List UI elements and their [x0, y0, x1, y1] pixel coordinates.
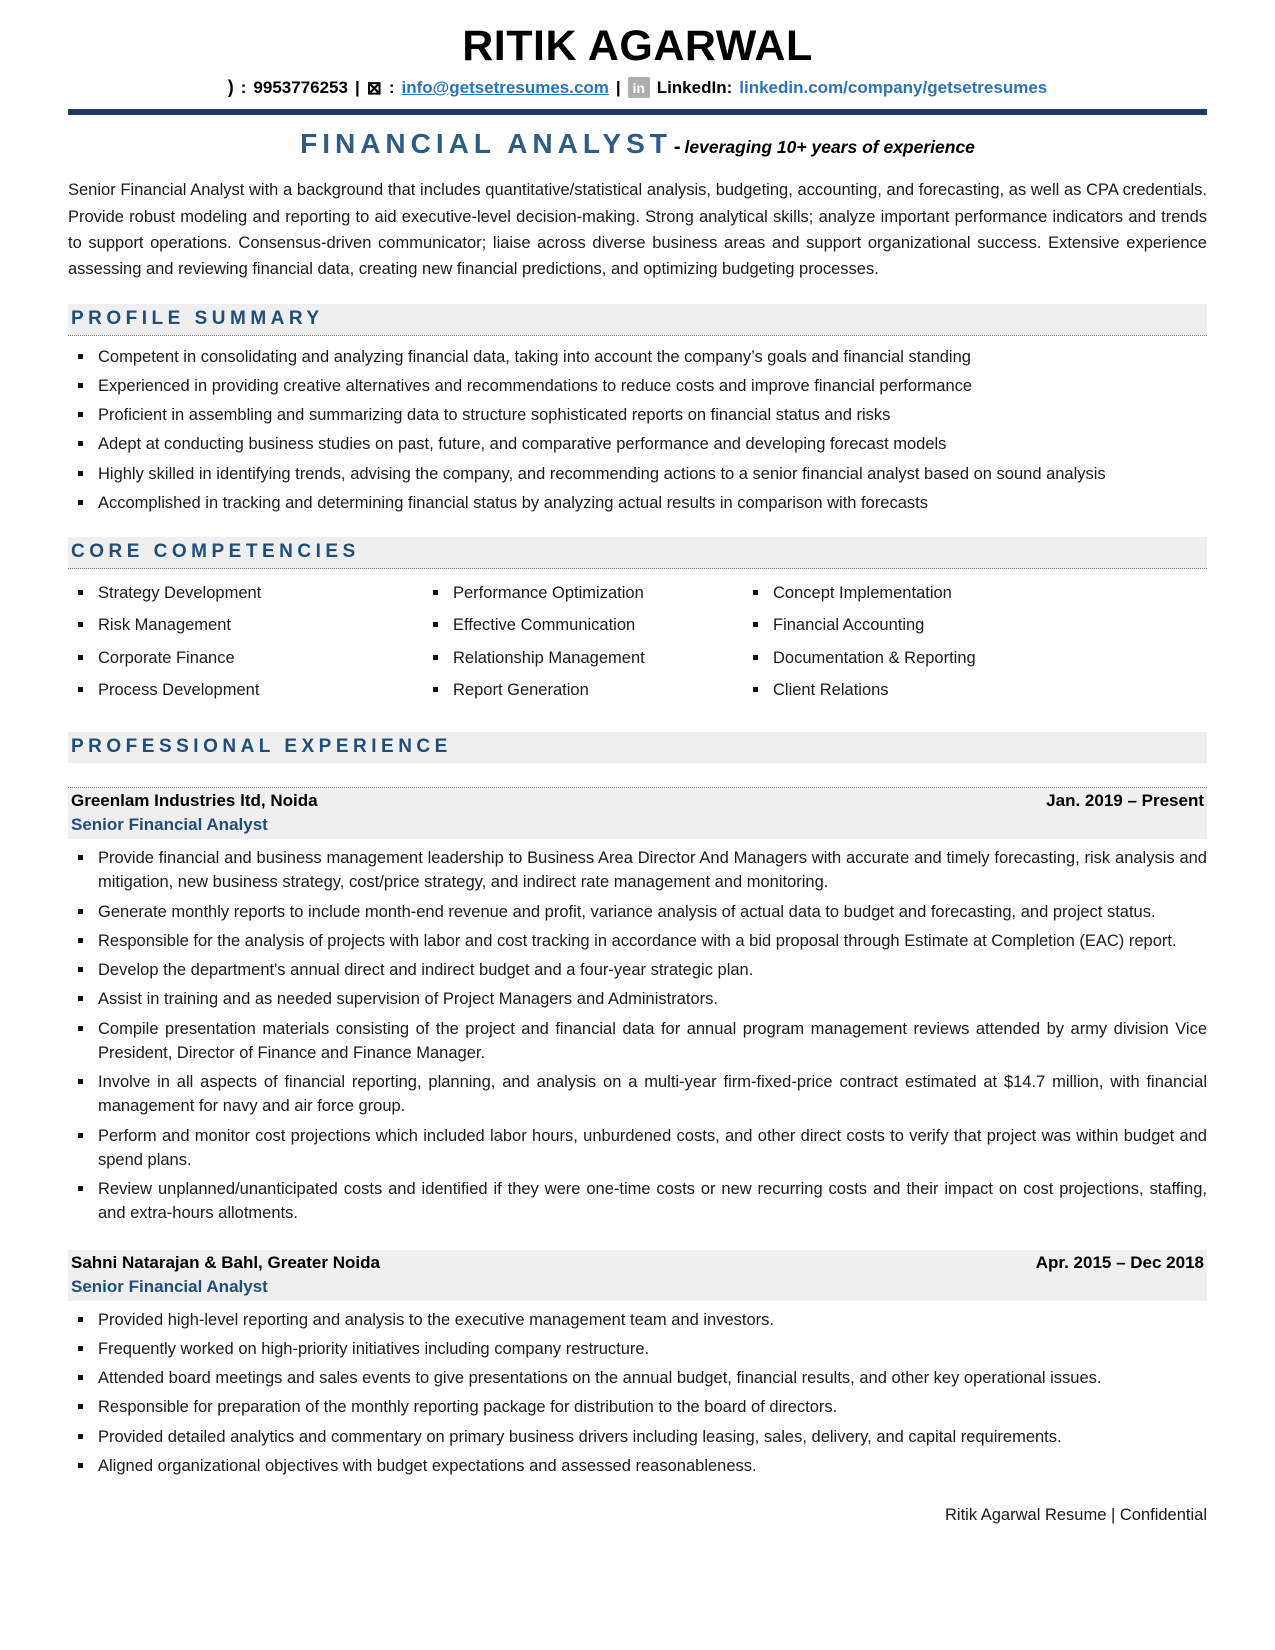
- email-link[interactable]: info@getsetresumes.com: [401, 77, 609, 97]
- company-name: Sahni Natarajan & Bahl, Greater Noida: [71, 1252, 380, 1272]
- bullet-square-icon: [78, 471, 83, 476]
- bullet-square-icon: [78, 383, 83, 388]
- bullet-square-icon: [433, 655, 438, 660]
- bullet-square-icon: [78, 996, 83, 1001]
- resume-title: [68, 128, 1207, 160]
- list-item-text: Responsible for preparation of the monthly reporting package for distribution to the board of directors.: [98, 1398, 838, 1417]
- section-title: PROFILE SUMMARY: [71, 307, 324, 329]
- linkedin-icon: in: [628, 77, 650, 98]
- list-item: [68, 1366, 1207, 1390]
- list-item-text: Accomplished in tracking and determining financial status by analyzing actual results in comparison with forecasts: [98, 493, 928, 512]
- list-item: [68, 1177, 1207, 1226]
- bullet-square-icon: [78, 967, 83, 972]
- list-item: [68, 432, 1207, 456]
- list-item: [68, 491, 1207, 515]
- bullet-square-icon: [753, 590, 758, 595]
- list-item-text: Relationship Management: [453, 648, 645, 667]
- list-item: [68, 929, 1207, 953]
- list-item: [68, 1070, 1207, 1119]
- job-title-heading: FINANCIAL ANALYST: [300, 128, 672, 160]
- list-item: [68, 678, 423, 702]
- list-item: [68, 1425, 1207, 1449]
- bullet-square-icon: [433, 687, 438, 692]
- bullet-square-icon: [78, 1434, 83, 1439]
- separator: |: [354, 77, 360, 97]
- competencies-grid: [68, 573, 1207, 710]
- list-item: [68, 1395, 1207, 1419]
- list-item-text: Experienced in providing creative alternatives and recommendations to reduce costs and improve financial performance: [98, 376, 973, 395]
- list-item: [68, 1337, 1207, 1361]
- list-item: [423, 581, 743, 605]
- list-item-text: Attended board meetings and sales events to give presentations on the annual budget, financial results, and other key operational issues.: [98, 1369, 1102, 1388]
- employment-dates: Apr. 2015 – Dec 2018: [1035, 1252, 1204, 1272]
- job-header-line: [71, 791, 1204, 811]
- list-item-text: Assist in training and as needed supervision of Project Managers and Administrators.: [98, 990, 718, 1009]
- competency-column-3: [743, 581, 1207, 710]
- bullet-square-icon: [78, 909, 83, 914]
- job-header-line: [71, 1253, 1204, 1273]
- job-title: Senior Financial Analyst: [71, 815, 268, 835]
- list-item: [68, 1017, 1207, 1066]
- list-item-text: Provided detailed analytics and commentary on primary business drivers including leasing, sales, delivery, and capital requirements.: [98, 1427, 1062, 1446]
- section-header-profile-summary: [68, 304, 1207, 336]
- list-item-text: Proficient in assembling and summarizing data to structure sophisticated reports on financial status and risks: [98, 406, 891, 425]
- job-title: Senior Financial Analyst: [71, 1276, 268, 1296]
- phone-label: :: [240, 77, 247, 97]
- experience-entry-sahni: [68, 1250, 1207, 1479]
- list-item: [68, 345, 1207, 369]
- list-item-text: Adept at conducting business studies on past, future, and comparative performance and developing forecast models: [98, 435, 947, 454]
- list-item: [68, 403, 1207, 427]
- bullet-square-icon: [78, 1079, 83, 1084]
- summary-paragraph: Senior Financial Analyst with a background that includes quantitative/statistical analysis, budgeting, accounting, and forecasting, as well as CPA credentials. Provide robust modeling and reporting to aid executive-level decision-making. Strong analytical skills; analyze important performance indicators and trends to support operations. Consensus-driven communicator; liaise across diverse business areas and support organizational success. Extensive experience assessing and reviewing financial data, creating new financial predictions, and optimizing budgeting processes.: [68, 181, 1207, 278]
- list-item-text: Perform and monitor cost projections which included labor hours, unburdened costs, and other direct costs to verify that project was within budget and spend plans.: [98, 1126, 1207, 1169]
- bullet-square-icon: [753, 655, 758, 660]
- list-item: [68, 1454, 1207, 1478]
- profile-summary-list: [68, 345, 1207, 516]
- company-name: Greenlam Industries ltd, Noida: [71, 791, 318, 811]
- header-divider: [68, 109, 1207, 115]
- section-header-professional-experience: [68, 732, 1207, 763]
- linkedin-label: LinkedIn:: [656, 77, 733, 97]
- list-item-text: Provided high-level reporting and analysis to the executive management team and investors.: [98, 1310, 774, 1329]
- list-item-text: Strategy Development: [98, 584, 262, 603]
- list-item-text: Report Generation: [453, 680, 589, 699]
- list-item: [68, 581, 423, 605]
- bullet-square-icon: [78, 412, 83, 417]
- list-item-text: Client Relations: [773, 680, 889, 699]
- bullet-square-icon: [78, 1346, 83, 1351]
- employment-dates: Jan. 2019 – Present: [1046, 791, 1204, 811]
- job-duties-list: [68, 1308, 1207, 1479]
- bullet-square-icon: [433, 590, 438, 595]
- list-item: [68, 374, 1207, 398]
- envelope-icon: ⊠: [366, 78, 382, 99]
- list-item: [743, 678, 1207, 702]
- bullet-square-icon: [78, 1404, 83, 1409]
- list-item: [68, 613, 423, 637]
- list-item: [68, 1124, 1207, 1173]
- list-item-text: Develop the department's annual direct and indirect budget and a four-year strategic plan.: [98, 961, 754, 980]
- list-item-text: Involve in all aspects of financial reporting, planning, and analysis on a multi-year firm-fixed-price contract estimated at $14.7 million, with financial management for navy and air force group.: [98, 1073, 1207, 1116]
- bullet-square-icon: [78, 354, 83, 359]
- bullet-square-icon: [78, 590, 83, 595]
- competency-column-2: [423, 581, 743, 710]
- list-item: [743, 646, 1207, 670]
- list-item: [68, 958, 1207, 982]
- job-header: [68, 787, 1207, 839]
- list-item-text: Aligned organizational objectives with budget expectations and assessed reasonableness.: [98, 1456, 757, 1475]
- candidate-name: RITIK AGARWAL: [462, 22, 813, 70]
- list-item: [68, 846, 1207, 895]
- bullet-square-icon: [78, 1375, 83, 1380]
- list-item-text: Competent in consolidating and analyzing financial data, taking into account the company’s goals and financial standing: [98, 347, 971, 366]
- bullet-square-icon: [753, 687, 758, 692]
- list-item: [68, 1308, 1207, 1332]
- list-item-text: Documentation & Reporting: [773, 648, 976, 667]
- job-duties-list: [68, 846, 1207, 1226]
- bullet-square-icon: [78, 1317, 83, 1322]
- bullet-square-icon: [78, 687, 83, 692]
- section-header-core-competencies: [68, 537, 1207, 569]
- linkedin-link[interactable]: linkedin.com/company/getsetresumes: [739, 77, 1048, 97]
- bullet-square-icon: [78, 1133, 83, 1138]
- list-item: [423, 646, 743, 670]
- list-item: [68, 462, 1207, 486]
- contact-line: [68, 77, 1207, 98]
- list-item-text: Review unplanned/unanticipated costs and identified if they were one-time costs or new recurring costs and their impact on cost projections, staffing, and extra-hours allotments.: [98, 1180, 1207, 1223]
- bullet-square-icon: [78, 441, 83, 446]
- list-item-text: Corporate Finance: [98, 648, 235, 667]
- bullet-square-icon: [78, 938, 83, 943]
- phone-number: 9953776253: [253, 77, 348, 97]
- list-item-text: Performance Optimization: [453, 584, 644, 603]
- list-item-text: Process Development: [98, 680, 260, 699]
- list-item: [423, 678, 743, 702]
- bullet-square-icon: [78, 1026, 83, 1031]
- section-title: CORE COMPETENCIES: [71, 541, 360, 563]
- bullet-square-icon: [78, 855, 83, 860]
- list-item-text: Risk Management: [98, 616, 231, 635]
- list-item: [743, 613, 1207, 637]
- bullet-square-icon: [753, 622, 758, 627]
- title-tagline: leveraging 10+ years of experience: [684, 137, 975, 158]
- bullet-square-icon: [78, 622, 83, 627]
- experience-entry-greenlam: [68, 787, 1207, 1226]
- bullet-square-icon: [78, 655, 83, 660]
- list-item-text: Frequently worked on high-priority initiatives including company restructure.: [98, 1339, 650, 1358]
- list-item: [68, 987, 1207, 1011]
- list-item-text: Effective Communication: [453, 616, 636, 635]
- list-item-text: Compile presentation materials consisting of the project and financial data for annual program management reviews attended by army division Vice President, Director of Finance and Finance Manager.: [98, 1019, 1207, 1062]
- title-dash: -: [673, 136, 681, 159]
- bullet-square-icon: [433, 622, 438, 627]
- list-item-text: Highly skilled in identifying trends, advising the company, and recommending actions to a senior financial analyst based on sound analysis: [98, 464, 1106, 483]
- email-label: :: [388, 77, 395, 97]
- bullet-square-icon: [78, 500, 83, 505]
- list-item: [423, 613, 743, 637]
- phone-icon: ): [227, 77, 234, 98]
- separator: |: [615, 77, 621, 97]
- list-item: [68, 646, 423, 670]
- job-header: [68, 1250, 1207, 1301]
- footer-confidential: Ritik Agarwal Resume | Confidential: [945, 1506, 1207, 1525]
- bullet-square-icon: [78, 1463, 83, 1468]
- list-item-text: Provide financial and business management leadership to Business Area Director And Managers with accurate and timely forecasting, risk analysis and mitigation, new business strategy, cost/price strategy, and indirect rate management and monitoring.: [98, 849, 1207, 892]
- list-item: [68, 900, 1207, 924]
- competency-column-1: [68, 581, 423, 710]
- section-title: PROFESSIONAL EXPERIENCE: [71, 736, 452, 758]
- list-item: [743, 581, 1207, 605]
- list-item-text: Generate monthly reports to include month-end revenue and profit, variance analysis of actual data to budget and forecasting, and project status.: [98, 902, 1156, 921]
- list-item-text: Responsible for the analysis of projects with labor and cost tracking in accordance with a bid proposal through Estimate at Completion (EAC) report.: [98, 931, 1177, 950]
- list-item-text: Concept Implementation: [773, 584, 952, 603]
- list-item-text: Financial Accounting: [773, 616, 925, 635]
- bullet-square-icon: [78, 1186, 83, 1191]
